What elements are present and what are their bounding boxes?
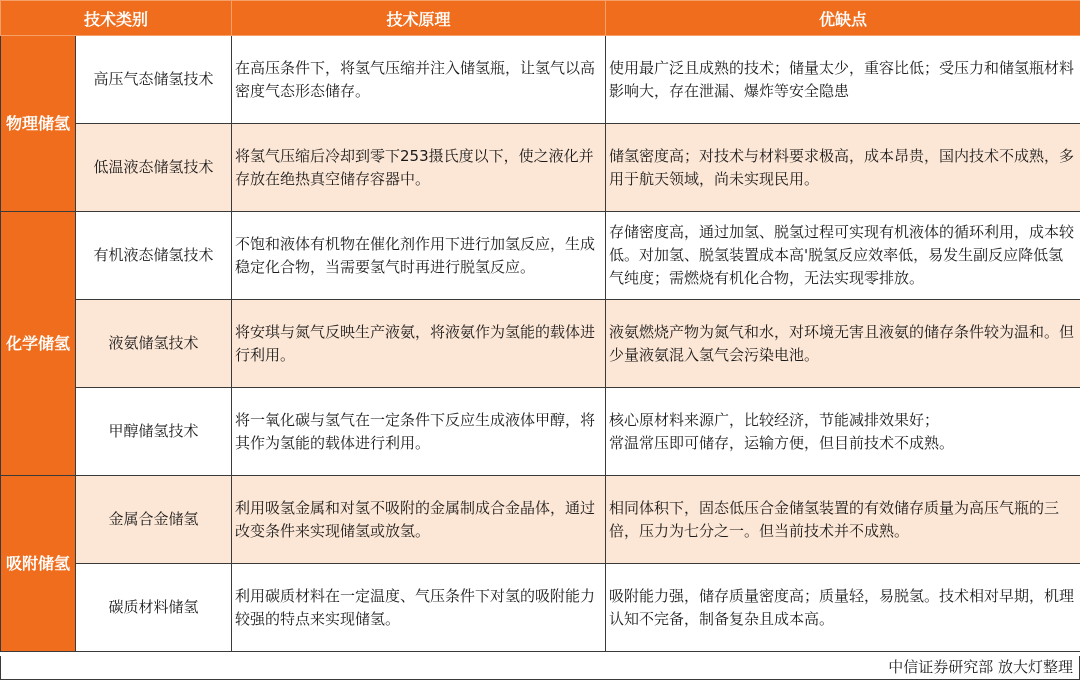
tech-pros-cons: 存储密度高，通过加氢、脱氢过程可实现有机液体的循环利用，成本较低。对加氢、脱氢装置成本高'脱氢反应效率低，易发生副反应降低氢气纯度；需燃烧有机化合物，无法实现零排放。 bbox=[606, 212, 1080, 300]
tech-pros-cons bbox=[606, 388, 1080, 476]
table-row bbox=[1, 388, 1080, 476]
tech-principle: 将氢气压缩后冷却到零下253摄氏度以下，使之液化并存放在绝热真空储存容器中。 bbox=[232, 124, 606, 212]
tech-name: 低温液态储氢技术 bbox=[76, 124, 232, 212]
tech-name: 高压气态储氢技术 bbox=[76, 36, 232, 124]
table-header-row bbox=[1, 1, 1080, 36]
table-row bbox=[1, 36, 1080, 124]
table-row bbox=[1, 300, 1080, 388]
source-note: 中信证券研究部 放大灯整理 bbox=[0, 656, 1080, 680]
tech-principle: 将一氧化碳与氢气在一定条件下反应生成液体甲醇，将其作为氢能的载体进行利用。 bbox=[232, 388, 606, 476]
table-row bbox=[1, 212, 1080, 300]
header-category: 技术类别 bbox=[1, 1, 232, 36]
tech-principle: 利用碳质材料在一定温度、气压条件下对氢的吸附能力较强的特点来实现储氢。 bbox=[232, 564, 606, 652]
tech-principle: 将安琪与氮气反映生产液氨，将液氨作为氢能的载体进行利用。 bbox=[232, 300, 606, 388]
pros-cons-line: 常温常压即可储存，运输方便，但目前技术不成熟。 bbox=[609, 433, 955, 452]
tech-pros-cons: 液氨燃烧产物为氮气和水，对环境无害且液氨的储存条件较为温和。但少量液氨混入氢气会污染电池。 bbox=[606, 300, 1080, 388]
pros-cons-line: 核心原材料来源广，比较经济，节能减排效果好； bbox=[609, 410, 940, 429]
tech-pros-cons: 储氢密度高；对技术与材料要求极高，成本昂贵，国内技术不成熟，多用于航天领域，尚未实现民用。 bbox=[606, 124, 1080, 212]
tech-name: 有机液态储氢技术 bbox=[76, 212, 232, 300]
tech-pros-cons: 使用最广泛且成熟的技术；储量太少，重容比低；受压力和储氢瓶材料影响大，存在泄漏、爆炸等安全隐患 bbox=[606, 36, 1080, 124]
table-row bbox=[1, 564, 1080, 652]
table-row bbox=[1, 124, 1080, 212]
tech-name: 液氨储氢技术 bbox=[76, 300, 232, 388]
header-principle: 技术原理 bbox=[232, 1, 606, 36]
tech-pros-cons: 吸附能力强，储存质量密度高；质量轻，易脱氢。技术相对早期，机理认知不完备，制备复杂且成本高。 bbox=[606, 564, 1080, 652]
group-label-adsorption: 吸附储氢 bbox=[1, 476, 76, 652]
tech-principle: 在高压条件下，将氢气压缩并注入储氢瓶，让氢气以高密度气态形态储存。 bbox=[232, 36, 606, 124]
tech-principle: 不饱和液体有机物在催化剂作用下进行加氢反应，生成稳定化合物，当需要氢气时再进行脱氢反应。 bbox=[232, 212, 606, 300]
tech-pros-cons: 相同体积下，固态低压合金储氢装置的有效储存质量为高压气瓶的三倍，压力为七分之一。但当前技术并不成熟。 bbox=[606, 476, 1080, 564]
tech-principle: 利用吸氢金属和对氢不吸附的金属制成合金晶体，通过改变条件来实现储氢或放氢。 bbox=[232, 476, 606, 564]
tech-name: 甲醇储氢技术 bbox=[76, 388, 232, 476]
header-pros-cons: 优缺点 bbox=[606, 1, 1080, 36]
tech-name: 碳质材料储氢 bbox=[76, 564, 232, 652]
tech-name: 金属合金储氢 bbox=[76, 476, 232, 564]
table-row bbox=[1, 476, 1080, 564]
group-label-chemical: 化学储氢 bbox=[1, 212, 76, 476]
group-label-physical: 物理储氢 bbox=[1, 36, 76, 212]
